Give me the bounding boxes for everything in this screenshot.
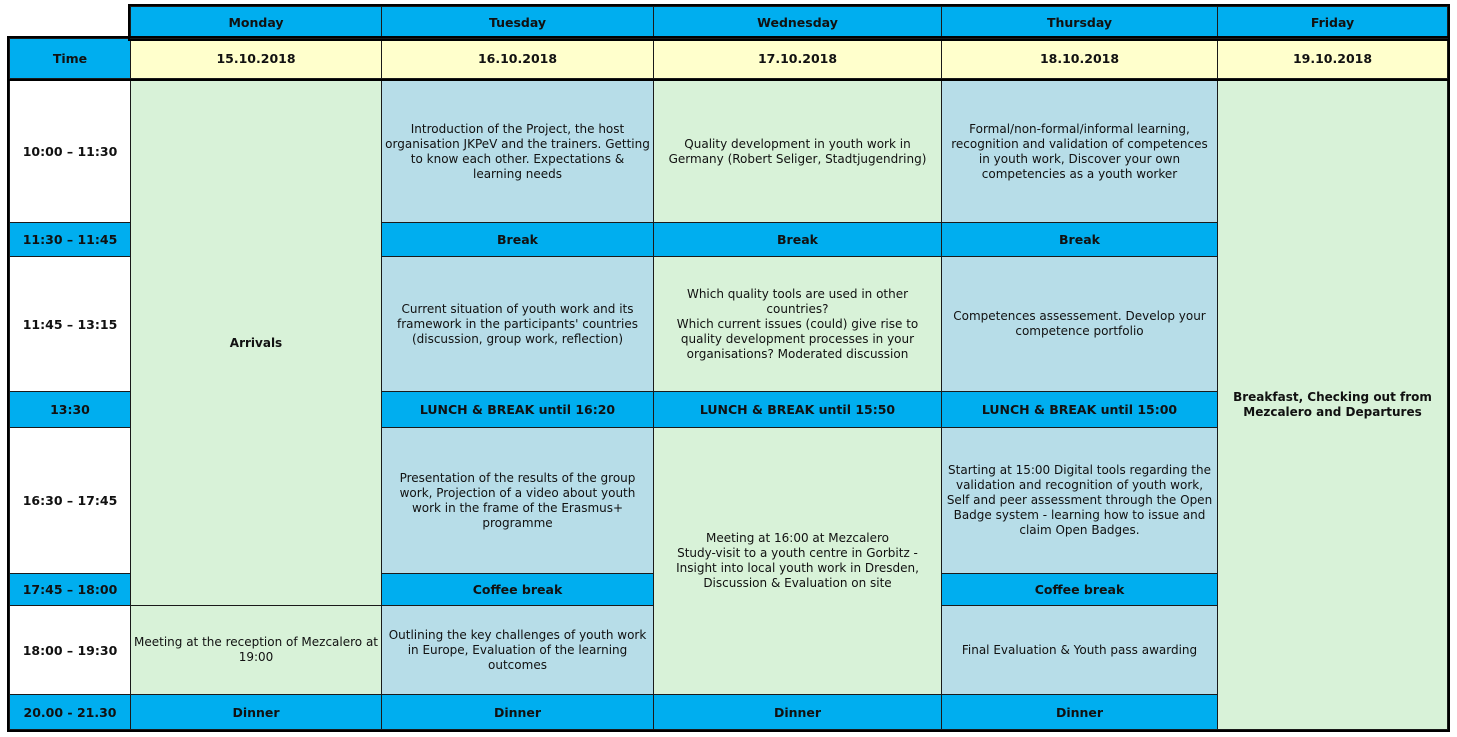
- day-header-wednesday: Wednesday: [653, 6, 942, 39]
- wednesday-dinner: Dinner: [653, 694, 942, 730]
- tuesday-break: Break: [381, 222, 654, 257]
- time-slot: 20.00 - 21.30: [9, 694, 131, 730]
- tuesday-session-3: Presentation of the results of the group work, Projection of a video about youth work in the frame of the Erasmus+ programme: [381, 427, 654, 574]
- time-slot: 11:30 – 11:45: [9, 222, 131, 257]
- tuesday-lunch: LUNCH & BREAK until 16:20: [381, 391, 654, 428]
- monday-dinner: Dinner: [130, 694, 382, 730]
- thursday-coffee-break: Coffee break: [941, 573, 1218, 606]
- wednesday-break: Break: [653, 222, 942, 257]
- date-thursday: 18.10.2018: [941, 38, 1218, 79]
- thursday-break: Break: [941, 222, 1218, 257]
- wednesday-session-1: Quality development in youth work in Germany (Robert Seliger, Stadtjugendring): [653, 80, 942, 223]
- wednesday-lunch: LUNCH & BREAK until 15:50: [653, 391, 942, 428]
- thursday-session-3: Starting at 15:00 Digital tools regarding the validation and recognition of youth work, Self and peer assessment through the Open Badge system - learning how to issue and claim Open Badges.: [941, 427, 1218, 574]
- wednesday-session-2: Which quality tools are used in other countries? Which current issues (could) give rise to quality development processes in your organisations? Moderated discussion: [653, 256, 942, 392]
- monday-meeting: Meeting at the reception of Mezcalero at 19:00: [130, 605, 382, 695]
- thursday-session-1: Formal/non-formal/informal learning, recognition and validation of competences in youth work, Discover your own competencies as a youth worker: [941, 80, 1218, 223]
- thursday-session-4: Final Evaluation & Youth pass awarding: [941, 605, 1218, 695]
- tuesday-session-2: Current situation of youth work and its framework in the participants' countries (discussion, group work, reflection): [381, 256, 654, 392]
- thursday-session-2: Competences assessement. Develop your competence portfolio: [941, 256, 1218, 392]
- day-header-thursday: Thursday: [941, 6, 1218, 39]
- time-slot: 13:30: [9, 391, 131, 428]
- date-wednesday: 17.10.2018: [653, 38, 942, 79]
- day-header-tuesday: Tuesday: [381, 6, 654, 39]
- thursday-lunch: LUNCH & BREAK until 15:00: [941, 391, 1218, 428]
- date-tuesday: 16.10.2018: [381, 38, 654, 79]
- friday-all-day: Breakfast, Checking out from Mezcalero and Departures: [1217, 80, 1448, 730]
- time-slot: 11:45 – 13:15: [9, 256, 131, 392]
- time-slot: 10:00 – 11:30: [9, 80, 131, 223]
- tuesday-dinner: Dinner: [381, 694, 654, 730]
- tuesday-session-4: Outlining the key challenges of youth work in Europe, Evaluation of the learning outcomes: [381, 605, 654, 695]
- tuesday-session-1: Introduction of the Project, the host organisation JKPeV and the trainers. Getting to know each other. Expectations & learning needs: [381, 80, 654, 223]
- time-header: Time: [9, 38, 131, 79]
- time-slot: 17:45 – 18:00: [9, 573, 131, 606]
- wednesday-session-3: Meeting at 16:00 at Mezcalero Study-visit to a youth centre in Gorbitz - Insight into local youth work in Dresden, Discussion & Evaluation on site: [653, 427, 942, 695]
- time-slot: 16:30 – 17:45: [9, 427, 131, 574]
- day-header-monday: Monday: [130, 6, 382, 39]
- monday-arrivals: Arrivals: [130, 80, 382, 606]
- date-monday: 15.10.2018: [130, 38, 382, 79]
- thursday-dinner: Dinner: [941, 694, 1218, 730]
- tuesday-coffee-break: Coffee break: [381, 573, 654, 606]
- date-friday: 19.10.2018: [1217, 38, 1448, 79]
- day-header-friday: Friday: [1217, 6, 1448, 39]
- time-slot: 18:00 – 19:30: [9, 605, 131, 695]
